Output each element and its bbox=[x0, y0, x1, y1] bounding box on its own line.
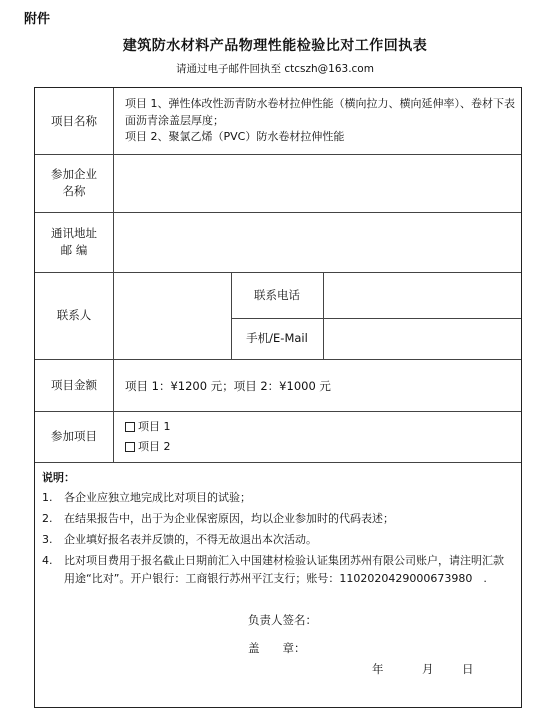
project-name-value bbox=[125, 96, 515, 146]
note-item: 2. 在结果报告中，出于为企业保密原因，均以企业参加时的代码表述； bbox=[42, 512, 394, 525]
note-item: 1. 各企业应独立地完成比对项目的试验； bbox=[42, 491, 251, 504]
checkbox-project-2[interactable] bbox=[125, 442, 135, 452]
year-label: 年 bbox=[372, 662, 384, 676]
address-label: 通讯地址 邮 编 bbox=[51, 226, 97, 257]
day-label: 日 bbox=[462, 662, 474, 676]
phone-field[interactable] bbox=[324, 273, 520, 317]
mobile-email-label: 手机/E-Mail bbox=[246, 331, 308, 346]
attachment-label: 附件 bbox=[24, 12, 51, 27]
checkbox-project-1[interactable] bbox=[125, 422, 135, 432]
month-label: 月 bbox=[422, 662, 434, 676]
participate-label: 参加项目 bbox=[51, 429, 97, 444]
fee-label: 项目金额 bbox=[51, 377, 97, 392]
form-title: 建筑防水材料产品物理性能检验比对工作回执表 bbox=[122, 38, 428, 54]
contact-name-field[interactable] bbox=[114, 273, 230, 358]
seal-label: 盖 章： bbox=[248, 641, 306, 655]
form-subtitle: 请通过电子邮件回执至 ctcszh@163.com bbox=[176, 63, 374, 75]
phone-label: 联系电话 bbox=[254, 287, 300, 302]
row-divider bbox=[35, 462, 521, 463]
contact-label: 联系人 bbox=[56, 308, 92, 323]
company-name-field[interactable] bbox=[114, 155, 520, 211]
option-project-2[interactable]: 项目 2 bbox=[125, 439, 325, 455]
company-label: 参加企业 名称 bbox=[51, 167, 97, 198]
project-item-2: 项目 2、聚氯乙烯（PVC）防水卷材拉伸性能 bbox=[125, 130, 345, 143]
mobile-email-field[interactable] bbox=[324, 319, 520, 358]
project-item-1: 项目 1、弹性体改性沥青防水卷材拉伸性能（横向拉力、横向延伸率）、卷材下表面沥青涂盖层厚度； bbox=[125, 97, 515, 127]
notes-title: 说明： bbox=[42, 471, 75, 484]
note-item: 4. 比对项目费用于报名截止日期前汇入中国建材检验认证集团苏州有限公司账户，请注明汇款用途“比对”。开户银行：工商银行苏州平江支行；账号：1102020429000673980 . bbox=[42, 554, 504, 585]
fee-value: 项目 1：¥1200 元；项目 2：¥1000 元 bbox=[125, 379, 331, 393]
participate-options bbox=[125, 419, 325, 459]
signer-label: 负责人签名： bbox=[248, 613, 317, 627]
option-project-1[interactable]: 项目 1 bbox=[125, 419, 325, 435]
project-name-label: 项目名称 bbox=[51, 113, 97, 128]
address-field[interactable] bbox=[114, 213, 520, 271]
note-item: 3. 企业填好报名表并反馈的，不得无故退出本次活动。 bbox=[42, 533, 317, 546]
